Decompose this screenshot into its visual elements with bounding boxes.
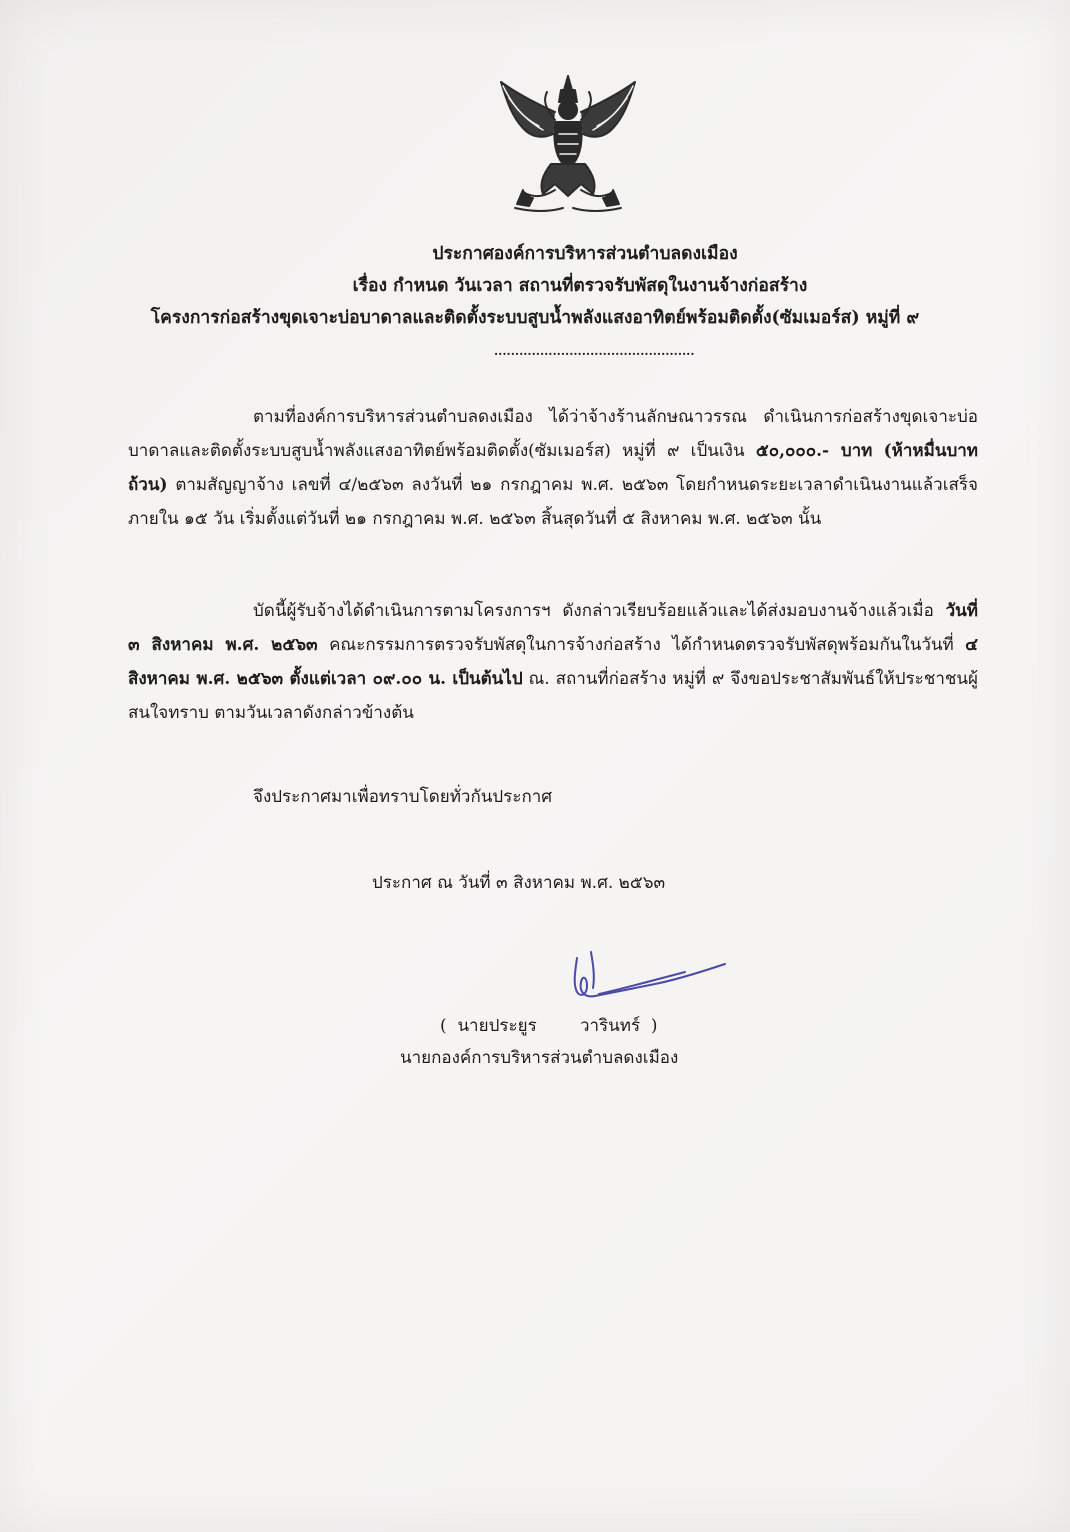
paragraph-inspection-text-2: คณะกรรมการตรวจรับพัสดุในการจ้างก่อสร้าง ได้กำหนดตรวจรับพัสดุพร้อมกันในวันที่ [317,635,966,655]
inspection-date: ๔ สิงหาคม พ.ศ. ๒๕๖๓ ตั้งแต่เวลา ๐๙.๐๐ น. เป็นต้นไป [128,635,978,689]
paragraph-inspection-text: บัดนี้ผู้รับจ้างได้ดำเนินการตามโครงการฯ ดังกล่าวเรียบร้อยแล้วและได้ส่งมอบงานจ้างแล้วเมื่อ [253,601,946,621]
title-project: โครงการก่อสร้างขุดเจาะบ่อบาดาลและติดตั้งระบบสูบน้ำพลังแสงอาทิตย์พร้อมติดตั้ง(ซัมเมอร์ส) หมู่ที่ ๙ [150,308,920,328]
signature-icon [565,948,735,1018]
paragraph-contract-text-2: ตามสัญญาจ้าง เลขที่ ๔/๒๕๖๓ ลงวันที่ ๒๑ กรกฎาคม พ.ศ. ๒๕๖๓ โดยกำหนดระยะเวลาดำเนินงานแล้วเสร็จภายใน ๑๕ วัน เริ่มตั้งแต่วันที่ ๒๑ กรกฎาคม พ.ศ. ๒๕๖๓ สิ้นสุดวันที่ ๕ สิงหาคม พ.ศ. ๒๕๖๓ นั้น [128,475,978,529]
paragraph-inspection-text-3: ณ. สถานที่ก่อสร้าง หมู่ที่ ๙ จึงขอประชาสัมพันธ์ให้ประชาชนผู้สนใจทราบ ตามวันเวลาดังกล่าวข้างต้น [128,669,978,723]
garuda-emblem-icon [493,72,643,222]
paragraph-contract [128,400,978,536]
paragraph-inspection [128,594,978,730]
title-subject: เรื่อง กำหนด วันเวลา สถานที่ตรวจรับพัสดุในงานจ้างก่อสร้าง [352,276,808,296]
closing-text: จึงประกาศมาเพื่อทราบโดยทั่วกันประกาศ [253,787,553,807]
contract-amount-text: (ห้าหมื่นบาทถ้วน) [128,441,978,495]
paragraph-contract-text: ตามที่องค์การบริหารส่วนตำบลดงเมือง ได้ว่าจ้างร้านลักษณาวรรณ ดำเนินการก่อสร้างขุดเจาะบ่อบาดาลและติดตั้งระบบสูบน้ำพลังแสงอาทิตย์พร้อมติดตั้ง(ซัมเมอร์ส) หมู่ที่ ๙ เป็นเงิน [128,407,978,461]
signatory-name: ( นายประยูร วารินทร์ ) [440,1016,658,1036]
paragraph-closing [128,780,978,814]
title-organization: ประกาศองค์การบริหารส่วนตำบลดงเมือง [432,244,738,264]
delivery-date: วันที่ ๓ สิงหาคม พ.ศ. ๒๕๖๓ [128,601,978,655]
announcement-date: ประกาศ ณ วันที่ ๓ สิงหาคม พ.ศ. ๒๕๖๓ [372,873,666,893]
signatory-title: นายกองค์การบริหารส่วนตำบลดงเมือง [400,1048,679,1068]
contract-amount: ๕๐,๐๐๐.- บาท [755,441,873,461]
announcement-title [100,238,970,334]
dotted-separator: ................................................ [494,344,695,358]
